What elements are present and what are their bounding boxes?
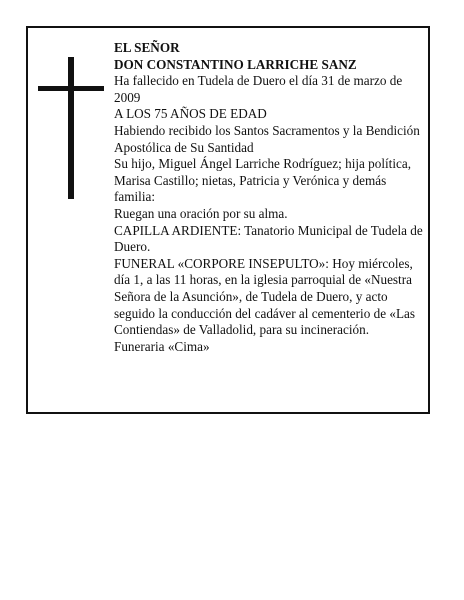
age-line: A LOS 75 AÑOS DE EDAD bbox=[114, 106, 267, 122]
chapel-info: CAPILLA ARDIENTE: Tanatorio Municipal de Tudela de Duero. bbox=[114, 222, 423, 255]
deceased-honorific: EL SEÑOR bbox=[114, 40, 180, 55]
cross-horizontal-bar bbox=[38, 86, 104, 91]
family-line: Su hijo, Miguel Ángel Larriche Rodríguez; hija política, Marisa Castillo; nietas, Patricia y Verónica y demás familia: bbox=[114, 156, 412, 205]
funeral-home: Funeraria «Cima» bbox=[114, 338, 210, 354]
cross-vertical-bar bbox=[68, 57, 74, 199]
death-info: Ha fallecido en Tudela de Duero el día 31 de marzo de 2009 bbox=[114, 73, 403, 105]
obituary-notice bbox=[26, 26, 430, 414]
notice-body bbox=[114, 40, 430, 355]
deceased-name: DON CONSTANTINO LARRICHE SANZ bbox=[114, 56, 357, 72]
prayer-request: Ruegan una oración por su alma. bbox=[114, 205, 288, 221]
funeral-info: FUNERAL «CORPORE INSEPULTO»: Hoy miércoles, día 1, a las 11 horas, en la iglesia parroquial de «Nuestra Señora de la Asunción», de Tudela de Duero, y acto seguido la conducción del cadáver al cementerio de «Las Contiendas» de Valladolid, para su incineración. bbox=[114, 255, 415, 338]
sacraments-line: Habiendo recibido los Santos Sacramentos y la Bendición Apostólica de Su Santidad bbox=[114, 122, 420, 155]
